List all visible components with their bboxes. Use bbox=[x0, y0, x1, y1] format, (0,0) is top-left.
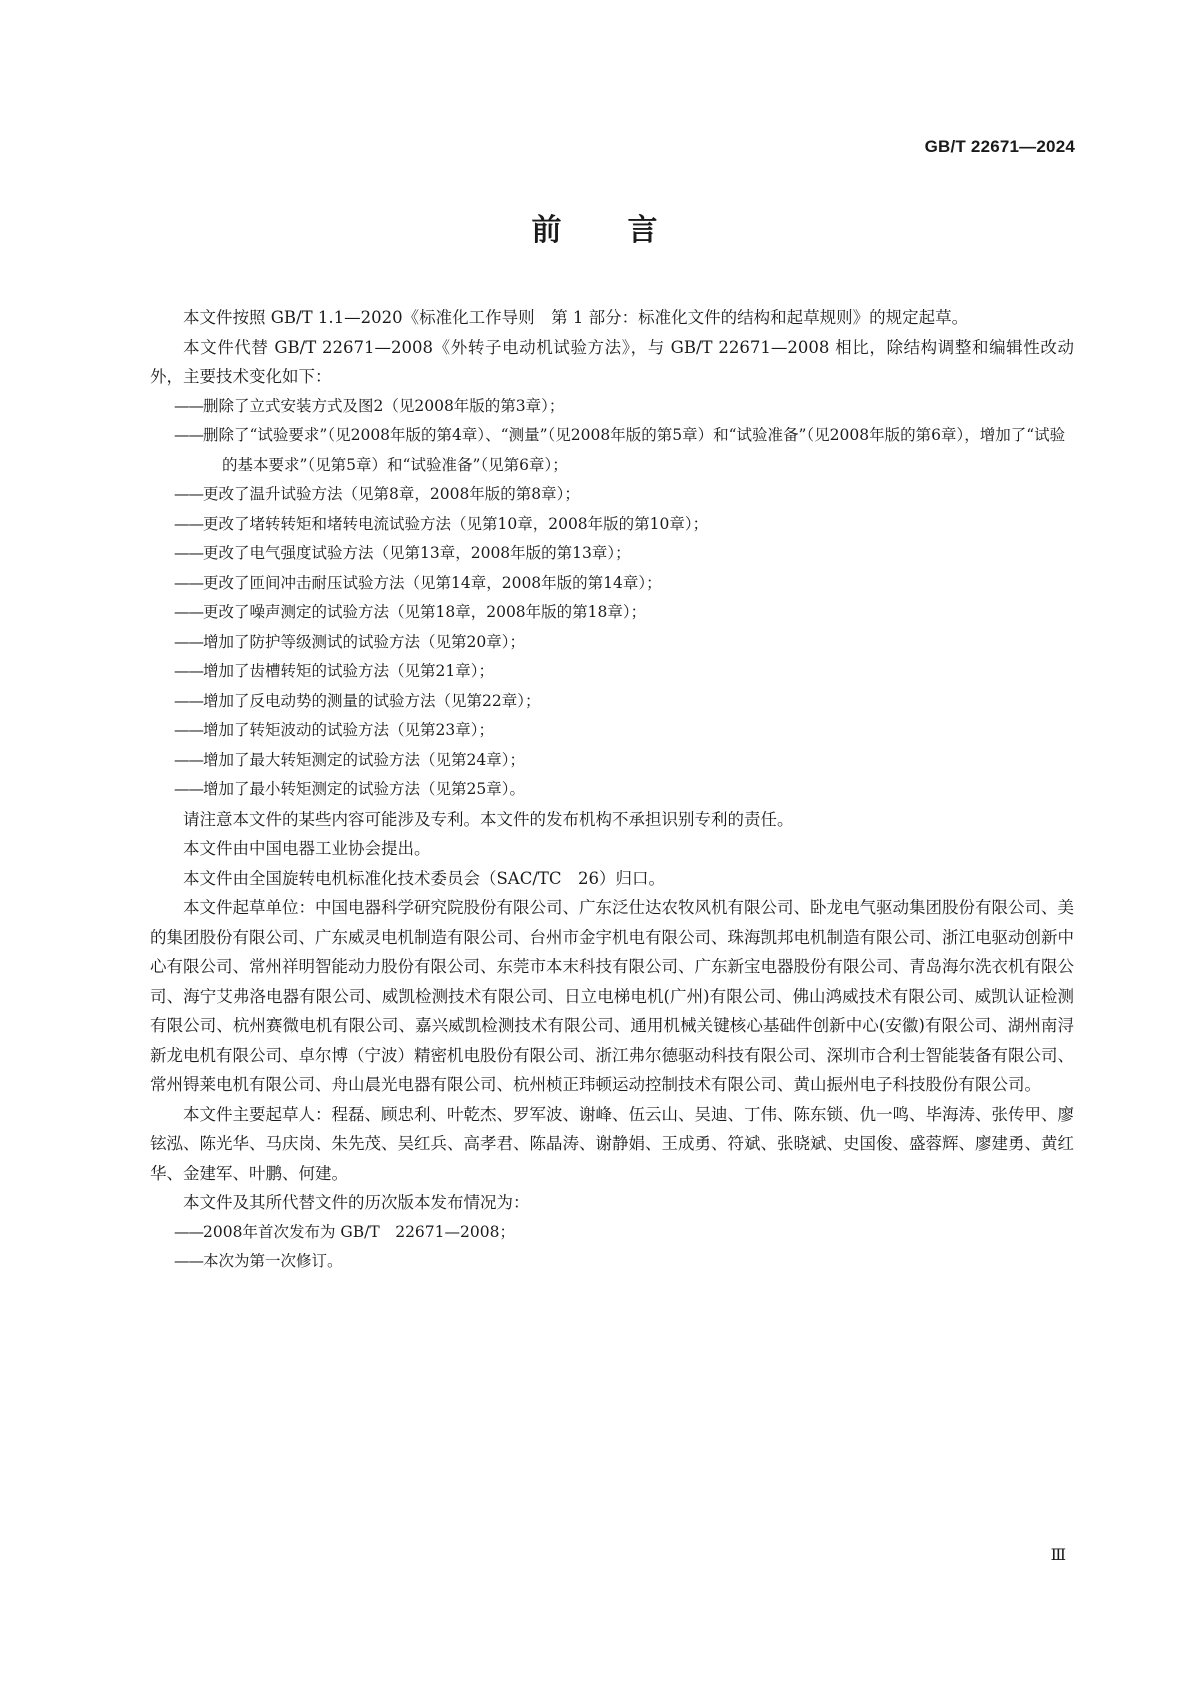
page-title: 前 言 bbox=[531, 213, 660, 248]
history-list bbox=[150, 1218, 1074, 1277]
committee-statement: 本文件由全国旋转电机标准化技术委员会（SAC/TC 26）归口。 bbox=[183, 868, 666, 888]
list-item: ——更改了电气强度试验方法（见第13章，2008年版的第13章）； bbox=[174, 544, 631, 562]
version-history-heading: 本文件及其所代替文件的历次版本发布情况为： bbox=[183, 1193, 530, 1212]
drafters: 本文件主要起草人：程磊、顾忠利、叶乾杰、罗军波、谢峰、伍云山、吴迪、丁伟、陈东锁、仇一鸣、毕海涛、张传甲、廖铉泓、陈光华、马庆岗、朱先茂、吴红兵、高孝君、陈晶涛、谢静娟、王成勇、符斌、张晓斌、史国俊、盛蓉辉、廖建勇、黄红华、金建军、叶鹏、何建。 bbox=[150, 1104, 1074, 1183]
list-item: ——本次为第一次修订。 bbox=[174, 1252, 343, 1270]
changes-list bbox=[150, 392, 1074, 805]
page-number: Ⅲ bbox=[1050, 1545, 1066, 1564]
list-item: ——增加了最小转矩测定的试验方法（见第25章）。 bbox=[174, 780, 525, 798]
list-item: ——增加了转矩波动的试验方法（见第23章）； bbox=[174, 721, 494, 739]
list-item: ——增加了最大转矩测定的试验方法（见第24章）； bbox=[174, 750, 525, 769]
intro-paragraph: 本文件代替 GB/T 22671—2008《外转子电动机试验方法》，与 GB/T 22671—2008 相比，除结构调整和编辑性改动外，主要技术变化如下： bbox=[150, 337, 1074, 386]
list-item: ——更改了噪声测定的试验方法（见第18章，2008年版的第18章）； bbox=[174, 603, 647, 621]
list-item: ——更改了匝间冲击耐压试验方法（见第14章，2008年版的第14章）； bbox=[174, 573, 662, 592]
intro-paragraph: 本文件按照 GB/T 1.1—2020《标准化工作导则 第 1 部分：标准化文件的结构和起草规则》的规定起草。 bbox=[183, 308, 969, 327]
drafting-organizations: 本文件起草单位：中国电器科学研究院股份有限公司、广东泛仕达农牧风机有限公司、卧龙电气驱动集团股份有限公司、美的集团股份有限公司、广东威灵电机制造有限公司、台州市金宇机电有限公司、珠海凯邦电机制造有限公司、浙江电驱动创新中心有限公司、常州祥明智能动力股份有限公司、东莞市本末科技有限公司、广东新宝电器股份有限公司、青岛海尔洗衣机有限公司、海宁艾弗洛电器有限公司、威凯检测技术有限公司、日立电梯电机(广州)有限公司、佛山鸿威技术有限公司、威凯认证检测有限公司、杭州赛微电机有限公司、嘉兴威凯检测技术有限公司、通用机械关键核心基础件创新中心(安徽)有限公司、湖州南浔新龙电机有限公司、卓尔博（宁波）精密机电股份有限公司、浙江弗尔德驱动科技有限公司、深圳市合利士智能装备有限公司、常州锝莱电机有限公司、舟山晨光电器有限公司、杭州桢正玮顿运动控制技术有限公司、黄山振州电子科技股份有限公司。 bbox=[150, 898, 1074, 1094]
list-item: ——增加了齿槽转矩的试验方法（见第21章）； bbox=[174, 662, 494, 680]
foreword-body bbox=[150, 303, 1074, 1277]
proposer-statement: 本文件由中国电器工业协会提出。 bbox=[183, 839, 431, 858]
list-item: ——增加了防护等级测试的试验方法（见第20章）； bbox=[174, 632, 525, 651]
list-item: ——更改了温升试验方法（见第8章，2008年版的第8章）； bbox=[174, 485, 580, 503]
standard-code: GB/T 22671—2024 bbox=[924, 137, 1075, 156]
list-item: ——更改了堵转转矩和堵转电流试验方法（见第10章，2008年版的第10章）； bbox=[174, 514, 709, 533]
patent-notice: 请注意本文件的某些内容可能涉及专利。本文件的发布机构不承担识别专利的责任。 bbox=[183, 809, 794, 829]
list-item: ——2008年首次发布为 GB/T 22671—2008； bbox=[174, 1222, 515, 1241]
list-item: ——增加了反电动势的测量的试验方法（见第22章）； bbox=[174, 691, 541, 710]
list-item: ——删除了立式安装方式及图2（见2008年版的第3章）； bbox=[174, 396, 565, 415]
list-item: ——删除了“试验要求”（见2008年版的第4章）、“测量”（见2008年版的第5章）和“试验准备”（见2008年版的第6章），增加了“试验的基本要求”（见第5章）和“试验准备”（见第6章）； bbox=[174, 426, 1066, 474]
